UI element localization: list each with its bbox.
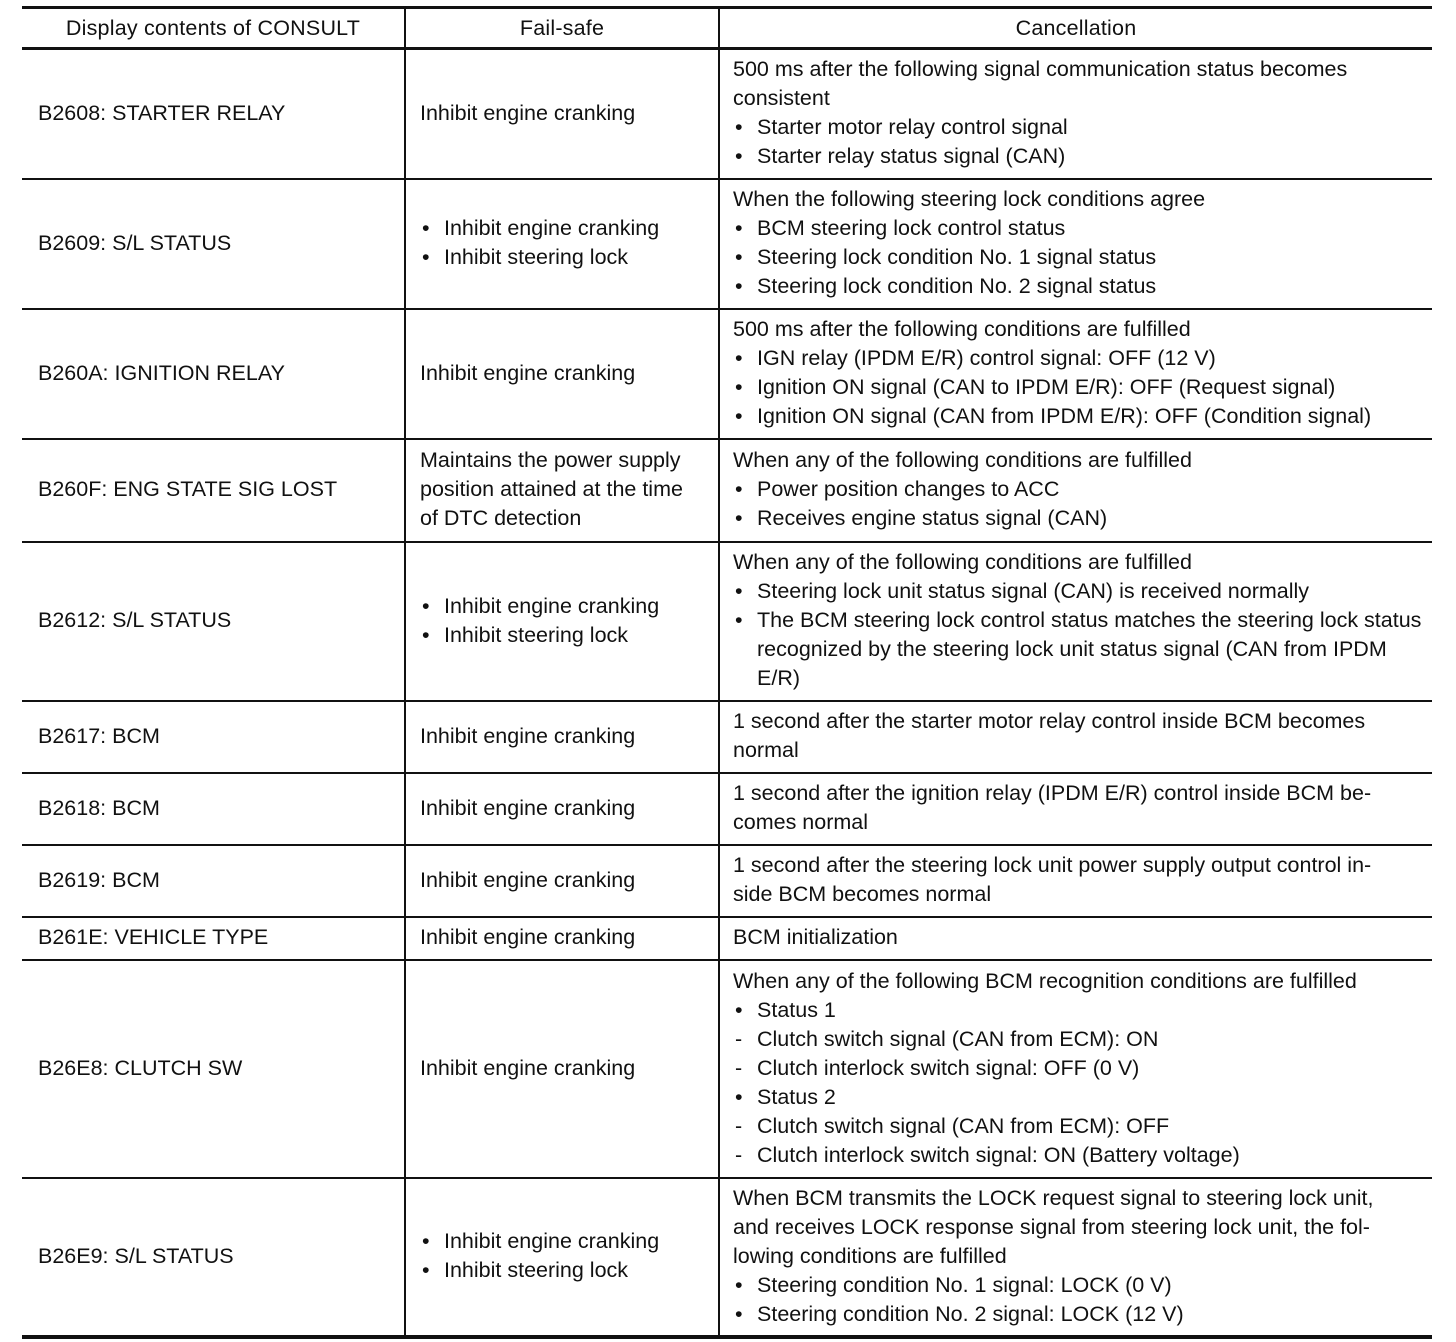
cancellation-list [733,214,1424,301]
dtc-display-cell: B26E8: CLUTCH SW [22,960,405,1178]
table-row [22,439,1432,542]
list-item: • Steering condition No. 1 signal: LOCK (0 V) [733,1271,1424,1300]
cancellation-list [733,475,1424,533]
cancellation-list [733,577,1424,693]
table-row [22,917,1432,960]
list-item: - Clutch interlock switch signal: OFF (0 V) [733,1054,1424,1083]
failsafe-text: Inhibit engine cranking [420,925,636,949]
cancellation-cell [719,439,1432,542]
list-item: • Starter motor relay control signal [733,113,1424,142]
table-row [22,179,1432,309]
failsafe-cell [405,1178,719,1337]
cancellation-intro: 1 second after the ignition relay (IPDM E/R) control inside BCM be- comes normal [733,781,1372,834]
list-item: • Status 2 [733,1083,1424,1112]
cancellation-intro: When the following steering lock conditions agree [733,187,1206,211]
failsafe-list [420,1227,710,1285]
dtc-display-cell: B260A: IGNITION RELAY [22,309,405,439]
list-item: • Steering lock condition No. 1 signal status [733,243,1424,272]
header-row [22,8,1432,49]
table-row [22,49,1432,179]
failsafe-cell [405,845,719,917]
failsafe-list [420,214,710,272]
cancellation-intro: When any of the following conditions are fulfilled [733,550,1192,574]
list-item: - Clutch interlock switch signal: ON (Battery voltage) [733,1141,1424,1170]
dtc-display-cell: B2609: S/L STATUS [22,179,405,309]
table-row [22,1178,1432,1337]
list-item: • Inhibit steering lock [420,621,710,650]
failsafe-cell [405,439,719,542]
list-item: • Starter relay status signal (CAN) [733,142,1424,171]
table-row [22,845,1432,917]
list-item: • Steering lock unit status signal (CAN) is received normally [733,577,1424,606]
failsafe-cell [405,309,719,439]
list-item: • BCM steering lock control status [733,214,1424,243]
cancellation-list [733,113,1424,171]
list-item: • Inhibit steering lock [420,1256,710,1285]
cancellation-list [733,344,1424,431]
cancellation-intro: 1 second after the steering lock unit power supply output control in- side BCM becomes normal [733,853,1372,906]
list-item: • The BCM steering lock control status matches the steering lock status recognized by the steering lock unit status signal (CAN from IPDM E/R) [733,606,1424,693]
cancellation-intro: When any of the following conditions are fulfilled [733,448,1192,472]
failsafe-cell [405,542,719,701]
header-cancellation: Cancellation [719,8,1432,49]
cancellation-cell [719,773,1432,845]
list-item: • Inhibit engine cranking [420,592,710,621]
cancellation-cell [719,701,1432,773]
dtc-display-cell: B2617: BCM [22,701,405,773]
dtc-display-cell: B26E9: S/L STATUS [22,1178,405,1337]
failsafe-text: Inhibit engine cranking [420,795,636,820]
dtc-display-cell: B2618: BCM [22,773,405,845]
cancellation-cell [719,1178,1432,1337]
failsafe-text: Inhibit engine cranking [420,100,636,125]
failsafe-table [22,6,1432,1339]
failsafe-cell [405,49,719,179]
failsafe-cell [405,701,719,773]
list-item: • Steering lock condition No. 2 signal status [733,272,1424,301]
cancellation-cell [719,845,1432,917]
table-row [22,960,1432,1178]
failsafe-cell [405,917,719,960]
cancellation-list [733,1271,1424,1329]
list-item: • Power position changes to ACC [733,475,1424,504]
list-item: • Inhibit engine cranking [420,214,710,243]
failsafe-cell [405,960,719,1178]
table-row [22,701,1432,773]
cancellation-intro: When any of the following BCM recognition conditions are fulfilled [733,968,1357,993]
cancellation-cell [719,179,1432,309]
dtc-display-cell: B2619: BCM [22,845,405,917]
dtc-display-cell: B2612: S/L STATUS [22,542,405,701]
failsafe-cell [405,773,719,845]
cancellation-intro: When BCM transmits the LOCK request signal to steering lock unit, and receives LOCK response signal from steering lock unit, the fol- lowing conditions are fulfilled [733,1185,1374,1268]
failsafe-text: Inhibit engine cranking [420,723,636,748]
list-item: • IGN relay (IPDM E/R) control signal: OFF (12 V) [733,344,1424,373]
table-row [22,309,1432,439]
dtc-display-cell: B260F: ENG STATE SIG LOST [22,439,405,542]
list-item: • Inhibit engine cranking [420,1227,710,1256]
list-item: - Clutch switch signal (CAN from ECM): ON [733,1025,1424,1054]
dtc-display-cell: B2608: STARTER RELAY [22,49,405,179]
header-display-contents: Display contents of CONSULT [22,8,405,49]
list-item: • Inhibit steering lock [420,243,710,272]
header-fail-safe: Fail-safe [405,8,719,49]
table-row [22,542,1432,701]
list-item: • Ignition ON signal (CAN to IPDM E/R): OFF (Request signal) [733,373,1424,402]
cancellation-cell [719,542,1432,701]
dtc-display-cell: B261E: VEHICLE TYPE [22,917,405,960]
cancellation-intro: 500 ms after the following conditions are fulfilled [733,317,1191,341]
cancellation-cell [719,917,1432,960]
failsafe-text: Inhibit engine cranking [420,867,636,892]
cancellation-cell [719,309,1432,439]
list-item: • Status 1 [733,996,1424,1025]
cancellation-intro: BCM initialization [733,925,898,949]
cancellation-cell [719,960,1432,1178]
failsafe-list [420,592,710,650]
cancellation-intro: 500 ms after the following signal communication status becomes consistent [733,57,1348,111]
list-item: • Steering condition No. 2 signal: LOCK (12 V) [733,1300,1424,1329]
list-item: • Receives engine status signal (CAN) [733,504,1424,533]
cancellation-cell [719,49,1432,179]
failsafe-text: Inhibit engine cranking [420,1055,636,1080]
cancellation-list [733,996,1424,1170]
failsafe-text: Maintains the power supply position attained at the time of DTC detection [420,448,683,530]
failsafe-cell [405,179,719,309]
list-item: • Ignition ON signal (CAN from IPDM E/R): OFF (Condition signal) [733,402,1424,431]
table-row [22,773,1432,845]
list-item: - Clutch switch signal (CAN from ECM): OFF [733,1112,1424,1141]
failsafe-text: Inhibit engine cranking [420,360,636,385]
cancellation-intro: 1 second after the starter motor relay control inside BCM becomes normal [733,709,1366,762]
